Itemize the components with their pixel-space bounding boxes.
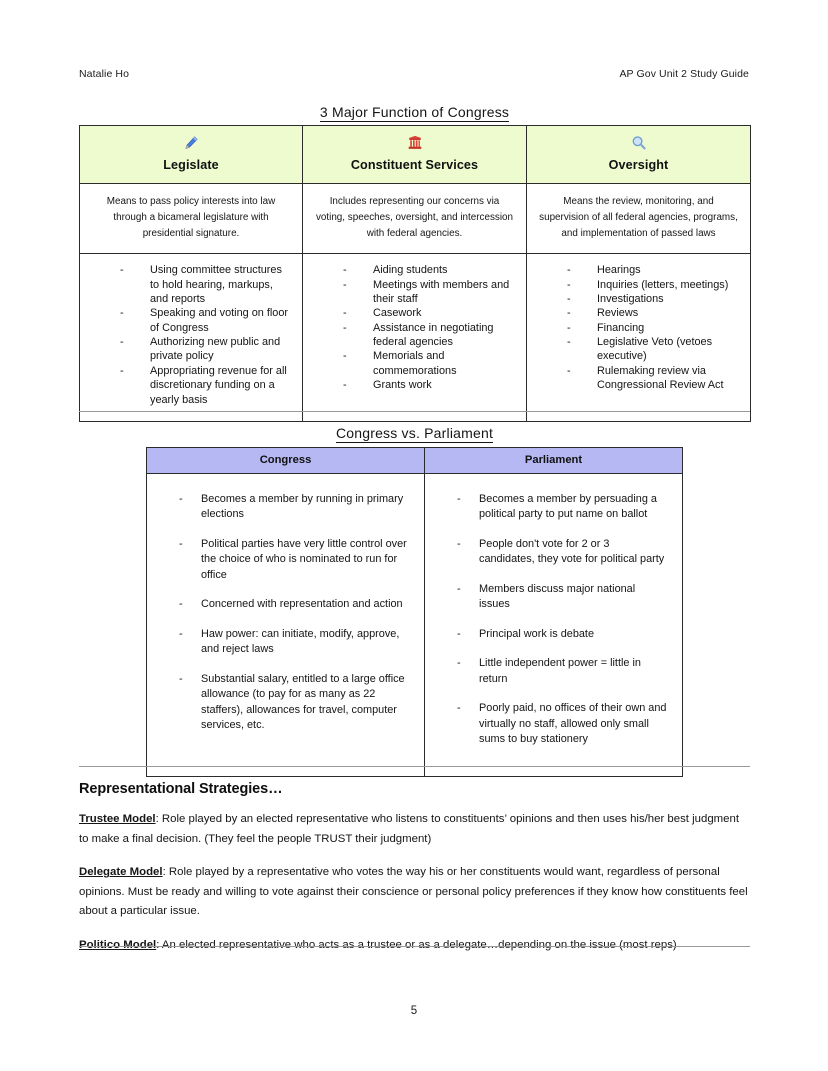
list-item: - Reviews <box>535 306 742 320</box>
strategy-term: Delegate Model <box>79 866 163 879</box>
items-legislate <box>80 254 303 422</box>
strategy-term: Trustee Model <box>79 813 156 825</box>
list-item: - Using committee structures to hold hearing, markups, and reports <box>88 263 294 306</box>
strategy-body: : Role played by a representative who votes the way his or her constituents would want, regardless of personal opinions. Must be ready and willing to vote against their conscience or personal policy preferences if they know how constituents feel about a particular issue. <box>79 866 748 918</box>
list-item: - Financing <box>535 321 742 335</box>
list-item: - Legislative Veto (vetoes executive) <box>535 335 742 364</box>
comparison-body-row <box>147 474 683 777</box>
oversight-list <box>535 263 742 393</box>
items-constituent-services <box>303 254 527 422</box>
list-item: - Haw power: can initiate, modify, approve, and reject laws <box>161 627 410 658</box>
legislate-list <box>88 263 294 407</box>
column-header-congress: Congress <box>147 448 425 474</box>
strategy-body: : Role played by an elected representative who listens to constituents’ opinions and then uses his/her best judgment to make a final decision. (They feel the people TRUST their judgment) <box>79 813 739 845</box>
list-item: - Grants work <box>311 378 518 392</box>
strategy-paragraph <box>79 863 750 922</box>
list-item: - Little independent power = little in return <box>439 656 668 687</box>
list-item: - Principal work is debate <box>439 627 668 642</box>
magnifying-glass-icon <box>533 133 744 153</box>
representational-strategies-section <box>79 781 750 956</box>
list-item: - People don't vote for 2 or 3 candidates, they vote for political party <box>439 537 668 568</box>
classical-building-icon <box>309 133 520 153</box>
list-item: - Hearings <box>535 263 742 277</box>
strategies-entries <box>79 810 750 956</box>
list-item: - Substantial salary, entitled to a large office allowance (to pay for as many as 22 staffers), allowances for travel, computer services, etc. <box>161 672 410 734</box>
functions-section-title-text: 3 Major Function of Congress <box>319 104 510 120</box>
strategy-term: Politico Model <box>79 939 157 952</box>
congress-vs-parliament-table <box>146 447 683 777</box>
list-item: - Meetings with members and their staff <box>311 278 518 307</box>
list-item: - Investigations <box>535 292 742 306</box>
functions-definition-row <box>80 184 751 254</box>
column-header-constituent-services <box>303 126 527 184</box>
items-oversight <box>527 254 751 422</box>
list-item: - Concerned with representation and action <box>161 597 410 612</box>
list-item: - Authorizing new public and private policy <box>88 335 294 364</box>
list-item: - Political parties have very little control over the choice of who is nominated to run for office <box>161 537 410 583</box>
strategies-heading: Representational Strategies… <box>79 781 283 797</box>
functions-section-title <box>79 104 750 120</box>
column-header-oversight-label: Oversight <box>608 158 669 172</box>
column-header-parliament: Parliament <box>425 448 683 474</box>
page-number: 5 <box>410 1005 418 1017</box>
comparison-header-row <box>147 448 683 474</box>
list-item: - Appropriating revenue for all discretionary funding on a yearly basis <box>88 364 294 407</box>
list-item: - Memorials and commemorations <box>311 349 518 378</box>
parliament-list <box>439 492 668 748</box>
list-item: - Casework <box>311 306 518 320</box>
functions-header-row <box>80 126 751 184</box>
list-item: - Aiding students <box>311 263 518 277</box>
list-item: - Becomes a member by persuading a political party to put name on ballot <box>439 492 668 523</box>
column-header-oversight <box>527 126 751 184</box>
major-functions-table <box>79 125 751 422</box>
list-item: - Becomes a member by running in primary elections <box>161 492 410 523</box>
list-item: - Speaking and voting on floor of Congress <box>88 306 294 335</box>
items-congress <box>147 474 425 777</box>
congress-list <box>161 492 410 734</box>
comparison-section-title-text: Congress vs. Parliament <box>335 425 494 441</box>
list-item: - Members discuss major national issues <box>439 582 668 613</box>
definition-constituent-services: Includes representing our concerns via voting, speeches, oversight, and intercession with federal agencies. <box>303 184 527 254</box>
strategy-body: : An elected representative who acts as a trustee or as a delegate…depending on the issue (most reps) <box>156 939 677 952</box>
divider-rule-1 <box>79 411 750 412</box>
document-title: AP Gov Unit 2 Study Guide <box>619 68 749 80</box>
definition-legislate: Means to pass policy interests into law through a bicameral legislature with presidential signature. <box>80 184 303 254</box>
pencil-icon <box>86 133 296 153</box>
functions-items-row <box>80 254 751 422</box>
list-item: - Rulemaking review via Congressional Review Act <box>535 364 742 393</box>
list-item: - Poorly paid, no offices of their own and virtually no staff, allowed only small sums to buy stationery <box>439 701 668 747</box>
divider-rule-2 <box>79 766 750 767</box>
comparison-section-title <box>79 425 750 441</box>
author-name: Natalie Ho <box>79 68 130 80</box>
strategy-paragraph <box>79 810 750 849</box>
divider-rule-3 <box>79 946 750 947</box>
definition-oversight: Means the review, monitoring, and supervision of all federal agencies, programs, and implementation of passed laws <box>527 184 751 254</box>
constituent-services-list <box>311 263 518 393</box>
list-item: - Assistance in negotiating federal agencies <box>311 321 518 350</box>
column-header-legislate <box>80 126 303 184</box>
items-parliament <box>425 474 683 777</box>
column-header-constituent-services-label: Constituent Services <box>350 158 479 172</box>
column-header-legislate-label: Legislate <box>163 158 219 172</box>
list-item: - Inquiries (letters, meetings) <box>535 278 742 292</box>
running-head <box>79 68 749 80</box>
